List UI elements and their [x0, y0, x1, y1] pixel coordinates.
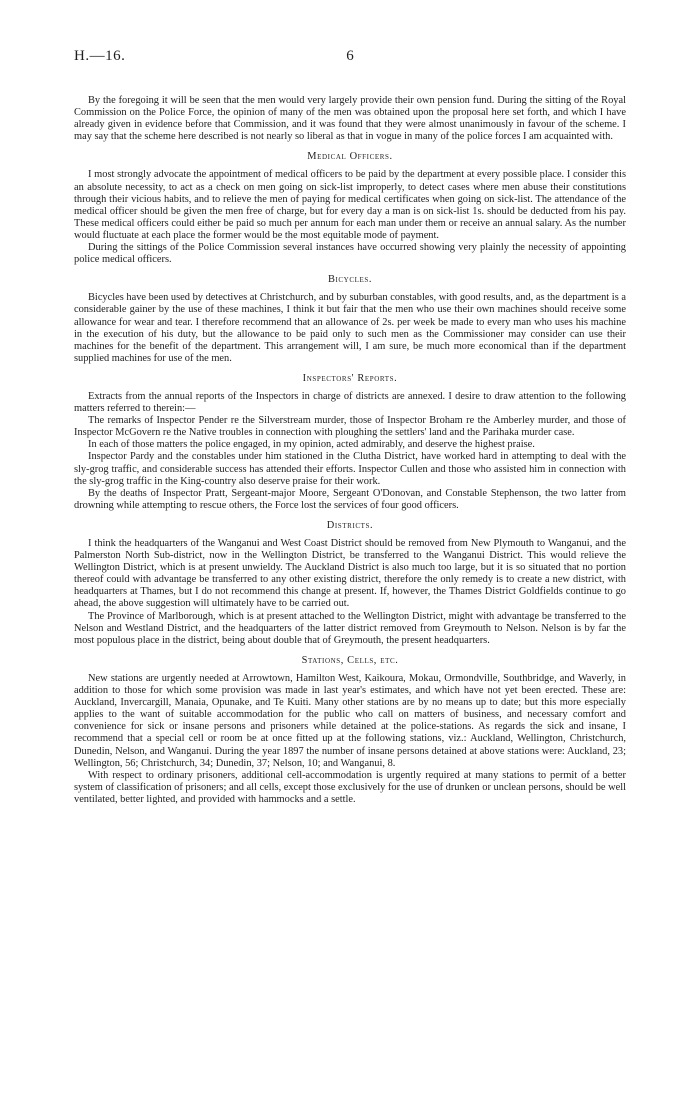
- section-heading-districts: Districts.: [326, 519, 374, 531]
- page-header: [74, 50, 626, 70]
- section-heading-medical-officers: Medical Officers.: [307, 151, 393, 163]
- section-heading-bicycles: Bicycles.: [327, 274, 373, 286]
- paragraph: During the sittings of the Police Commission several instances have occurred showing very plainly the necessity of appointing police medical officers.: [74, 242, 626, 266]
- paragraph: New stations are urgently needed at Arrowtown, Hamilton West, Kaikoura, Mokau, Ormondville, Southbridge, and Waverly, in addition to those for which some provision was made in last year's estimates, and which have not yet been erected. These are: Auckland, Invercargill, Manaia, Opunake, and Te Kuiti. Many other stations are by no means up to date; but this more especially applies to the want of suitable accommodation for the public who call on matters of business, and necessary comfort and convenience for sick or insane persons and prisoners while detained at the police-stations. As regards the sick and insane, I recommend that a special cell or room be at once fitted up at the following stations, viz.: Auckland, Wellington, Christchurch, Dunedin, Nelson, and Wanganui. During the year 1897 the number of insane persons detained at above stations were: Auckland, 23; Wellington, 56; Christchurch, 34; Dunedin, 37; Nelson, 10; and Wanganui, 8.: [74, 672, 626, 769]
- section-heading-stations-cells: Stations, Cells, etc.: [301, 654, 399, 666]
- paragraph: With respect to ordinary prisoners, additional cell-accommodation is urgently required at many stations to permit of a better system of classification of prisoners; and all cells, except those exclusively for the use of drunken or unclean persons, should be well ventilated, better lighted, and provided with hammocks and a settle.: [74, 769, 626, 805]
- document-reference: H.—16.: [74, 48, 126, 64]
- paragraph: In each of those matters the police engaged, in my opinion, acted admirably, and deserve the highest praise.: [88, 439, 535, 451]
- paragraph: By the deaths of Inspector Pratt, Sergeant-major Moore, Sergeant O'Donovan, and Constable Stephenson, the two latter from drowning while attempting to rescue others, the Force lost the services of four good officers.: [74, 487, 626, 511]
- paragraph: The remarks of Inspector Pender re the Silverstream murder, those of Inspector Broham re the Amberley murder, and those of Inspector McGovern re the Native troubles in connection with ploughing the settlers' land and the Parihaka murder case.: [74, 415, 626, 439]
- paragraph: I most strongly advocate the appointment of medical officers to be paid by the department at every possible place. I consider this an absolute necessity, to act as a check on men going on sick-list improperly, to detect cases where men abuse their constitutions through their vicious habits, and to relieve the men of paying for medical certificates when going on sick-list. The attendance of the medical officer should be given the men free of charge, but for every day a man is on sick-list 1s. should be deducted from his pay. These medical officers could either be paid so much per annum for each man under them or receive an annual salary. As the number would fluctuate at each place the former would be the most equitable mode of payment.: [74, 169, 626, 241]
- paragraph: The Province of Marlborough, which is at present attached to the Wellington District, might with advantage be transferred to the Nelson and Westland District, and the headquarters of the latter district removed from Greymouth to Nelson. Nelson is by far the most populous place in the district, being about double that of Greymouth, the present headquarters.: [74, 610, 626, 646]
- page-number: 6: [346, 48, 354, 64]
- intro-paragraph: By the foregoing it will be seen that the men would very largely provide their own pension fund. During the sitting of the Royal Commission on the Police Force, the opinion of many of the men was obtained upon the proposal here set forth, and which I have already given in evidence before that Commission, and it was found that they were almost unanimously in favour of the scheme. I may say that the scheme here described is not nearly so liberal as that in vogue in many of the police forces I am acquainted with.: [74, 95, 626, 143]
- section-heading-inspectors-reports: Inspectors' Reports.: [302, 372, 398, 384]
- paragraph: Extracts from the annual reports of the Inspectors in charge of districts are annexed. I desire to draw attention to the following matters referred to therein:—: [74, 390, 626, 415]
- document-body: [74, 95, 626, 806]
- paragraph: Inspector Pardy and the constables under him stationed in the Clutha District, have worked hard in attempting to deal with the sly-grog traffic, and considerable success has attended their efforts. Inspector Cullen and those who assisted him in connection with the sly-grog traffic in the King-country also deserve praise for their work.: [74, 451, 626, 487]
- paragraph: I think the headquarters of the Wanganui and West Coast District should be removed from New Plymouth to Wanganui, and the Palmerston North Sub-district, now in the Wellington District, be transferred to the Wanganui District. This would relieve the Wellington District, which is at present unwieldy. The Auckland District is also much too large, but it is so situated that no portion thereof could with advantage be transferred to any other existing district, therefore the only remedy is to create a new district, with headquarters at Thames, but I do not recommend this change at present. If, however, the Thames District Goldfields continue to go ahead, the above suggestion will ultimately have to be carried out.: [74, 538, 626, 610]
- paragraph: Bicycles have been used by detectives at Christchurch, and by suburban constables, with good results, and, as the department is a considerable gainer by the use of these machines, I think it but fair that the men who use their own machines should receive some allowance for wear and tear. I therefore recommend that an allowance of 2s. per week be made to every man who uses his machine in the execution of his duty, but the allowance to be paid only to such men as the Commissioner may consider can use their machines for the benefit of the department. This arrangement will, I am sure, be much more economical than if the department supplied machines for use of the men.: [74, 292, 626, 364]
